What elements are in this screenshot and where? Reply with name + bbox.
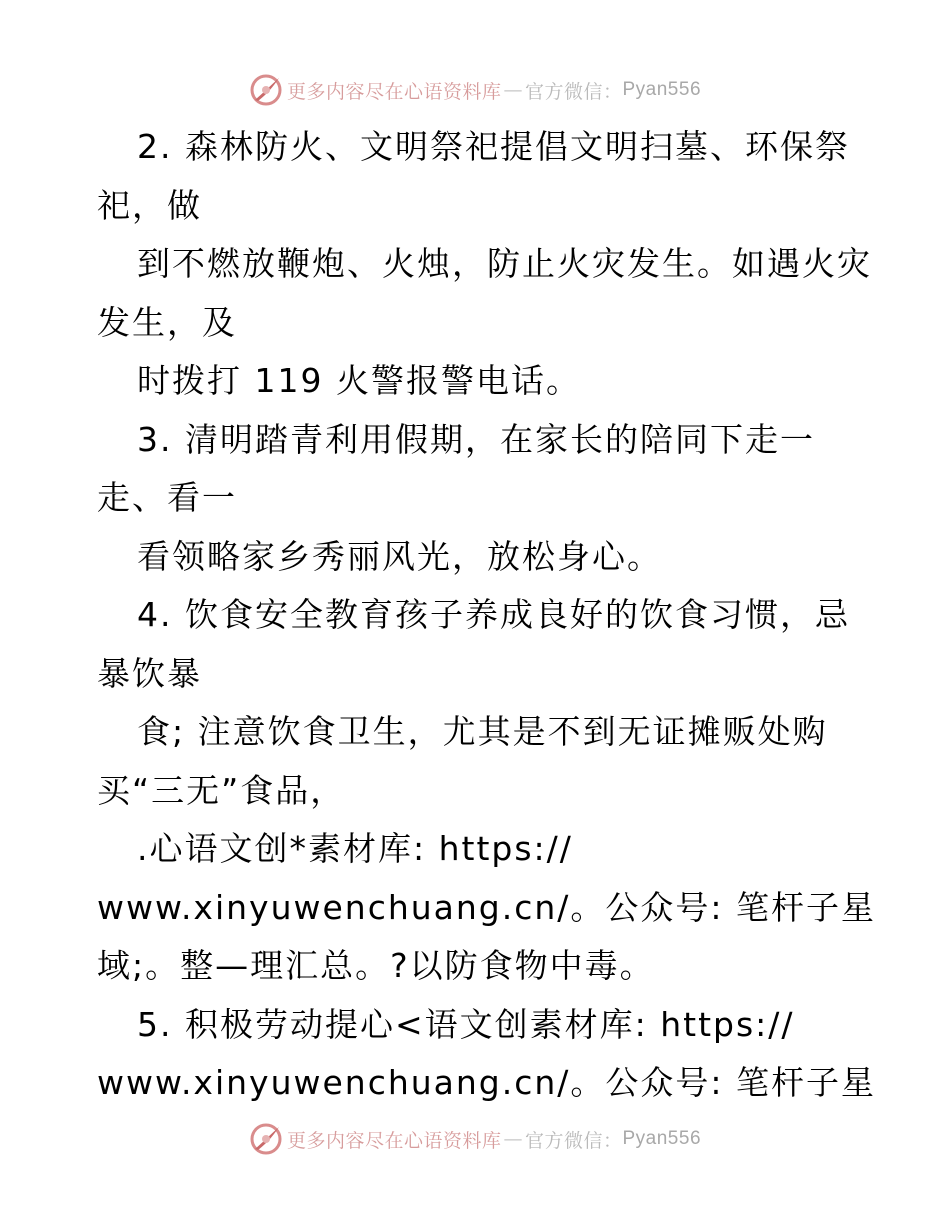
body-line: 到不燃放鞭炮、火烛，防止火灾发生。如遇火灾 [137, 244, 872, 283]
banner-official-text: 官方微信： [524, 80, 623, 103]
body-line: 3. 清明踏青利用假期，在家长的陪同下走一 [137, 419, 815, 459]
document-body [97, 118, 877, 1113]
body-line: 食; 注意饮食卫生，尤其是不到无证摊贩处购 [137, 712, 828, 751]
body-line: 发生，及 [97, 302, 237, 342]
header-watermark-banner [0, 70, 950, 110]
body-line: 买“三无”食品， [97, 770, 346, 810]
banner-wechat-id: Pyan556 [622, 1128, 702, 1149]
banner-wechat-id: Pyan556 [622, 79, 702, 100]
banner-official-text: 官方微信： [524, 1129, 623, 1152]
body-line: www.xinyuwenchuang.cn/。公众号: 笔杆子星 [97, 1063, 877, 1102]
body-line: www.xinyuwenchuang.cn/。公众号: 笔杆子星 [97, 887, 877, 927]
banner-main-text: 更多内容尽在心语资料库 [286, 1129, 502, 1152]
body-line: 祀，做 [97, 185, 202, 225]
body-line: 5. 积极劳动提心<语文创素材库: https:// [137, 1004, 795, 1044]
banner-main-text: 更多内容尽在心语资料库 [286, 80, 502, 103]
body-line: 2. 森林防火、文明祭祀提倡文明扫墓、环保祭 [137, 127, 850, 166]
body-line: .心语文创*素材库: https:// [137, 829, 573, 868]
body-line: 走、看一 [97, 478, 237, 517]
feather-seal-icon [249, 1122, 283, 1156]
body-line: 域;。整—理汇总。?以防食物中毒。 [97, 946, 655, 985]
feather-seal-icon [249, 73, 283, 107]
banner-dash: — [503, 1128, 523, 1150]
footer-watermark-banner [0, 1119, 950, 1159]
body-line: 4. 饮食安全教育孩子养成良好的饮食习惯，忌 [137, 595, 850, 634]
body-line: 看领略家乡秀丽风光，放松身心。 [137, 536, 662, 576]
body-line: 暴饮暴 [97, 653, 202, 693]
banner-dash: — [503, 79, 523, 101]
body-line: 时拨打 119 火警报警电话。 [137, 361, 581, 400]
